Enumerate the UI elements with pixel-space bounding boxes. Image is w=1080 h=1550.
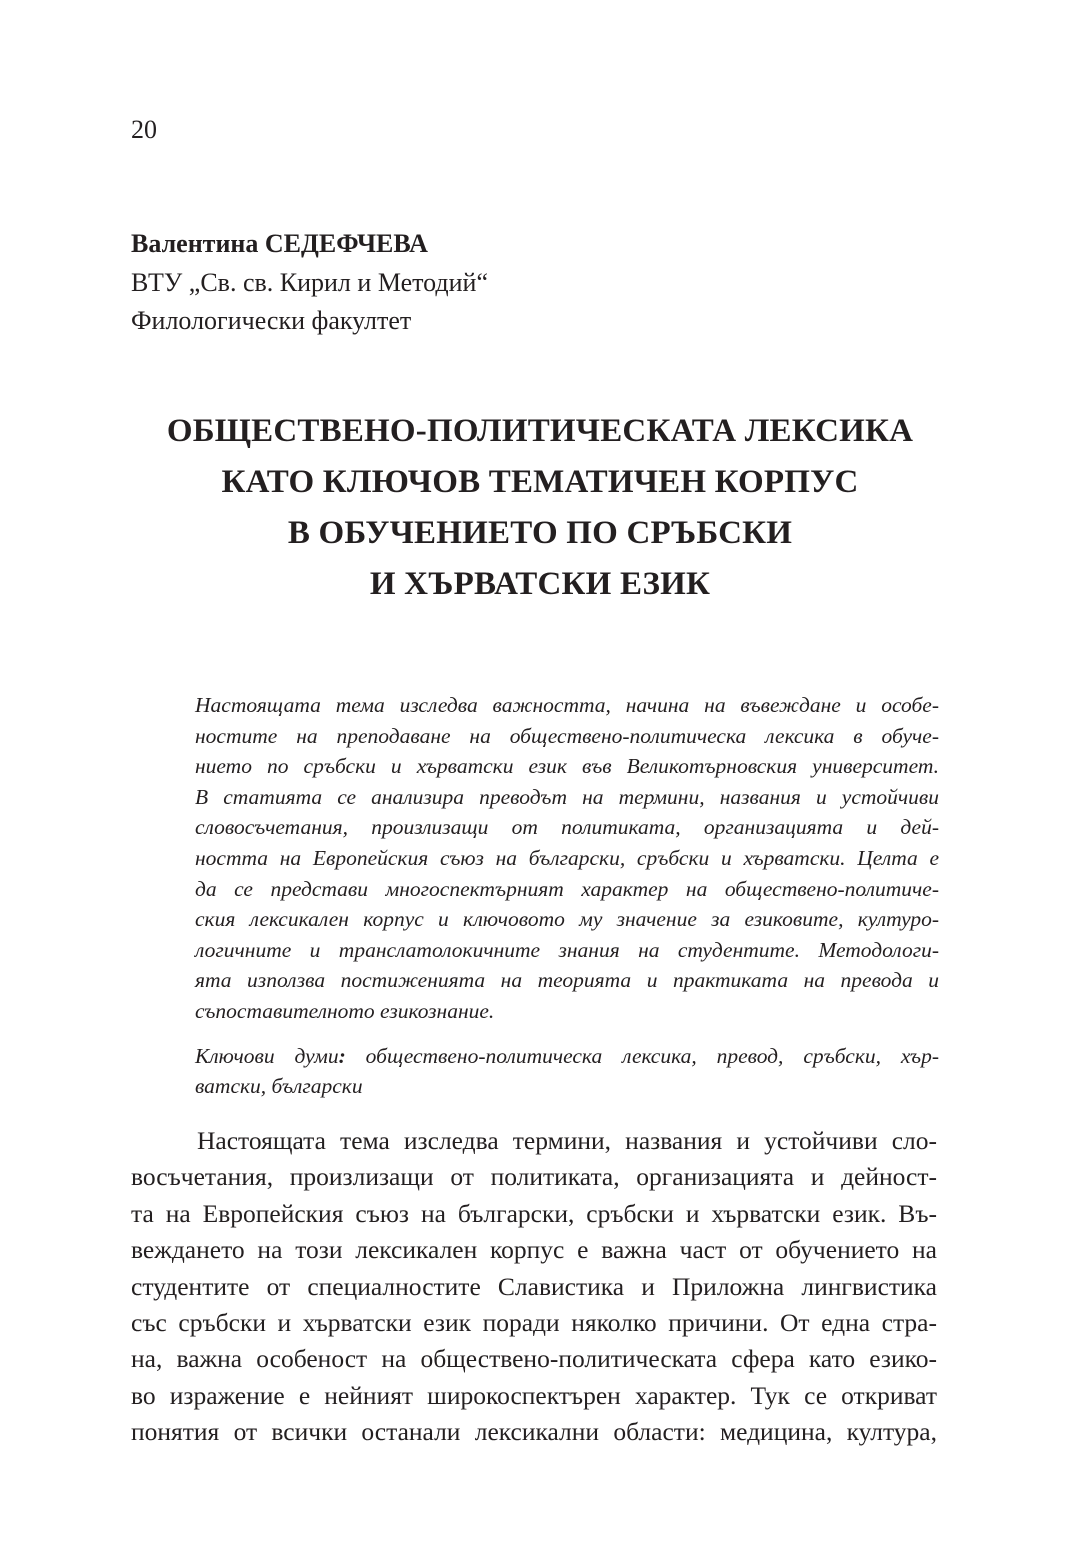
abstract-line: да се представи многоспектърният характер на обществено-политиче- xyxy=(195,876,939,901)
title-line: ОБЩЕСТВЕНО-ПОЛИТИЧЕСКАТА ЛЕКСИКА xyxy=(166,413,914,449)
affiliation-faculty: Филологически факултет xyxy=(131,306,412,335)
author-name: Валентина СЕДЕФЧЕВА xyxy=(131,229,428,258)
title-line: В ОБУЧЕНИЕТО ПО СРЪБСКИ xyxy=(287,515,793,551)
body-line: студентите от специалностите Славистика и Приложна лингвистика xyxy=(131,1271,937,1301)
abstract-line: Настоящата тема изследва важността, начина на въвеждане и особе- xyxy=(195,693,939,717)
abstract-line: съпоставителното езикознание. xyxy=(195,998,495,1023)
body-line: понятия от всички останали лексикални области: медицина, култура, xyxy=(131,1417,937,1447)
abstract-line: ята използва постиженията на теорията и практиката на превода и xyxy=(195,968,939,993)
abstract-line: ността на Европейския съюз на български, сръбски и хърватски. Целта е xyxy=(195,845,939,870)
page-number: 20 xyxy=(131,115,157,144)
keywords xyxy=(195,1041,939,1102)
keywords-line: ватски, български xyxy=(195,1074,363,1099)
abstract-line: логичните и транслатолокичните знания на студентите. Методологи- xyxy=(195,937,939,962)
abstract-line: ския лексикален корпус и ключовото му значение за езиковите, културо- xyxy=(195,907,939,932)
body-line: во изражение е нейният широкоспектърен характер. Тук се откриват xyxy=(131,1380,937,1410)
affiliation-university: ВТУ „Св. св. Кирил и Методий“ xyxy=(131,268,489,297)
abstract xyxy=(195,690,939,1102)
body-line: Настоящата тема изследва термини, названия и устойчиви сло- xyxy=(197,1126,937,1155)
title-line: КАТО КЛЮЧОВ ТЕМАТИЧЕН КОРПУС xyxy=(221,464,859,500)
abstract-line: ностите на преподаване на обществено-политическа лексика в обуче- xyxy=(195,723,939,748)
keywords-text: обществено-политическа лексика, превод, сръбски, хър- xyxy=(365,1043,939,1068)
title-line: И ХЪРВАТСКИ ЕЗИК xyxy=(369,566,711,602)
abstract-line: нието по сръбски и хърватски език във Великотърновския университет. xyxy=(195,754,939,779)
body-line: на, важна особеност на обществено-политическата сфера като езико- xyxy=(131,1344,937,1374)
keywords-colon: : xyxy=(338,1043,346,1068)
keywords-label: Ключови думи xyxy=(195,1043,339,1068)
body-text xyxy=(131,1123,937,1451)
body-line: восъчетания, произлизащи от политиката, организацията и дейност- xyxy=(131,1162,937,1192)
abstract-line: В статията се анализира преводът на термини, названия и устойчиви xyxy=(195,784,939,809)
body-line: веждането на този лексикален корпус е важна част от обучението на xyxy=(131,1235,937,1265)
body-line: със сръбски и хърватски език поради няколко причини. От една стра- xyxy=(131,1308,937,1338)
author-block xyxy=(131,224,951,340)
article-title xyxy=(110,406,970,610)
abstract-line: словосъчетания, произлизащи от политиката, организацията и дей- xyxy=(195,815,939,840)
keywords-line xyxy=(195,1041,939,1072)
body-line: та на Европейския съюз на български, сръбски и хърватски език. Въ- xyxy=(131,1198,937,1228)
